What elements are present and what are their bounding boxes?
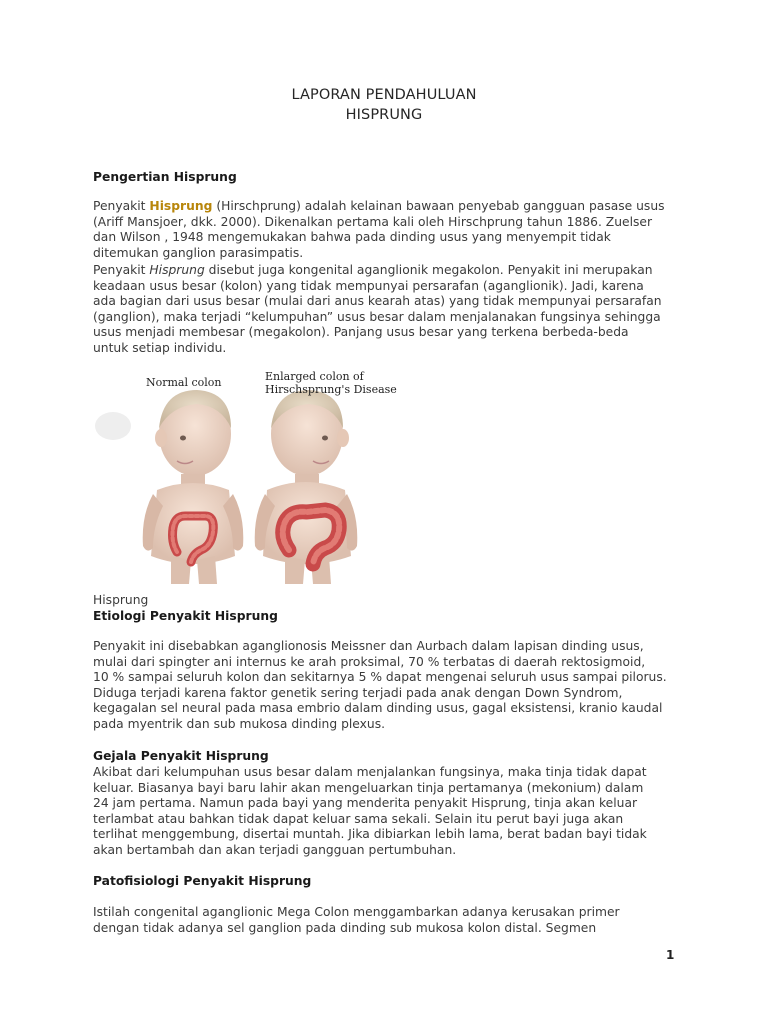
paragraph-line: dengan tidak adanya sel ganglion pada dinding sub mukosa kolon distal. Segmen (93, 920, 597, 935)
paragraph-line: Penyakit ini disebabkan aganglionosis Meissner dan Aurbach dalam lapisan dinding usus, (93, 639, 644, 653)
section-heading-etiologi: Etiologi Penyakit Hisprung (93, 609, 278, 623)
paragraph-line: pada myentrik dan sub mukosa dinding plexus. (93, 716, 386, 731)
keyword-highlight: Hisprung (149, 199, 213, 213)
paragraph-line: terlambat atau bahkan tidak dapat keluar sama sekali. Selain itu perut bayi juga akan (93, 811, 624, 826)
page-number: 1 (666, 948, 675, 962)
paragraph-line: ada bagian dari usus besar (mulai dari anus kearah atas) yang tidak mempunyai persarafan (93, 294, 662, 308)
document-subtitle: HISPRUNG (345, 107, 423, 123)
paragraph-line: keadaan usus besar (kolon) yang tidak mempunyai persarafan (aganglionik). Jadi, karena (93, 278, 644, 293)
keyword-italic: Hisprung (149, 263, 205, 277)
section-heading-patofisiologi: Patofisiologi Penyakit Hisprung (93, 874, 312, 888)
colon-comparison-figure (93, 366, 413, 584)
paragraph-line: Diduga terjadi karena faktor genetik sering terjadi pada anak dengan Down Syndrom, (93, 685, 623, 700)
paragraph-line: akan bertambah dan akan terjadi gangguan pertumbuhan. (93, 842, 457, 857)
paragraph-line: (ganglion), maka terjadi “kelumpuhan” usus besar dalam menjalanakan fungsinya sehingga (93, 309, 661, 324)
document-title: LAPORAN PENDAHULUAN (291, 87, 477, 103)
paragraph-line: Akibat dari kelumpuhan usus besar dalam menjalankan fungsinya, maka tinja tidak dapat (93, 765, 647, 779)
paragraph-line (93, 263, 679, 279)
paragraph-line: terlihat menggembung, disertai muntah. Jika dibiarkan lebih lama, berat badan bayi tidak (93, 827, 647, 841)
figure-label-enlarged-line1: Enlarged colon of (265, 370, 364, 383)
paragraph-line: untuk setiap individu. (93, 340, 227, 355)
paragraph-line: keluar. Biasanya bayi baru lahir akan mengeluarkan tinja pertamanya (mekonium) dalam (93, 780, 644, 795)
text-prefix: Penyakit (93, 199, 150, 213)
figure-label-normal: Normal colon (146, 376, 222, 389)
paragraph-description (93, 263, 679, 356)
text-prefix: Penyakit (93, 263, 150, 277)
illustration-children-colon (93, 366, 413, 584)
section-heading-pengertian: Pengertian Hisprung (93, 170, 237, 184)
paragraph-line (93, 199, 679, 215)
paragraph-line: dan Wilson , 1948 mengemukakan bahwa pada dinding usus yang menyempit tidak (93, 230, 611, 244)
paragraph-line: Istilah congenital aganglionic Mega Colon menggambarkan adanya kerusakan primer (93, 905, 620, 919)
figure-label-enlarged-line2: Hirschsprung's Disease (265, 383, 397, 396)
paragraph-line: usus menjadi membesar (megakolon). Panjang usus besar yang terkena berbeda-beda (93, 325, 629, 339)
paragraph-line: ditemukan ganglion parasimpatis. (93, 245, 304, 260)
paragraph-line: mulai dari spingter ani internus ke arah proksimal, 70 % terbatas di daerah rektosigmoid, (93, 654, 646, 669)
figure-caption: Hisprung (93, 593, 149, 607)
paragraph-symptoms (93, 765, 679, 858)
paragraph-line: (Ariff Mansjoer, dkk. 2000). Dikenalkan pertama kali oleh Hirschprung tahun 1886. Zuelser (93, 214, 653, 229)
section-heading-gejala: Gejala Penyakit Hisprung (93, 749, 269, 763)
paragraph-line: 10 % sampai seluruh kolon dan sekitarnya 5 % dapat mengenai seluruh usus sampai pilorus. (93, 670, 667, 684)
paragraph-line: 24 jam pertama. Namun pada bayi yang menderita penyakit Hisprung, tinja akan keluar (93, 796, 638, 810)
paragraph-pathophysiology (93, 905, 679, 936)
paragraph-etiology (93, 639, 679, 732)
text-rest: (Hirschprung) adalah kelainan bawaan penyebab gangguan pasase usus (212, 199, 665, 213)
paragraph-line: kegagalan sel neural pada masa embrio dalam dinding usus, gagal eksistensi, kranio kaudal (93, 701, 663, 715)
text-rest: disebut juga kongenital aganglionik megakolon. Penyakit ini merupakan (204, 263, 653, 277)
paragraph-definition (93, 199, 679, 261)
